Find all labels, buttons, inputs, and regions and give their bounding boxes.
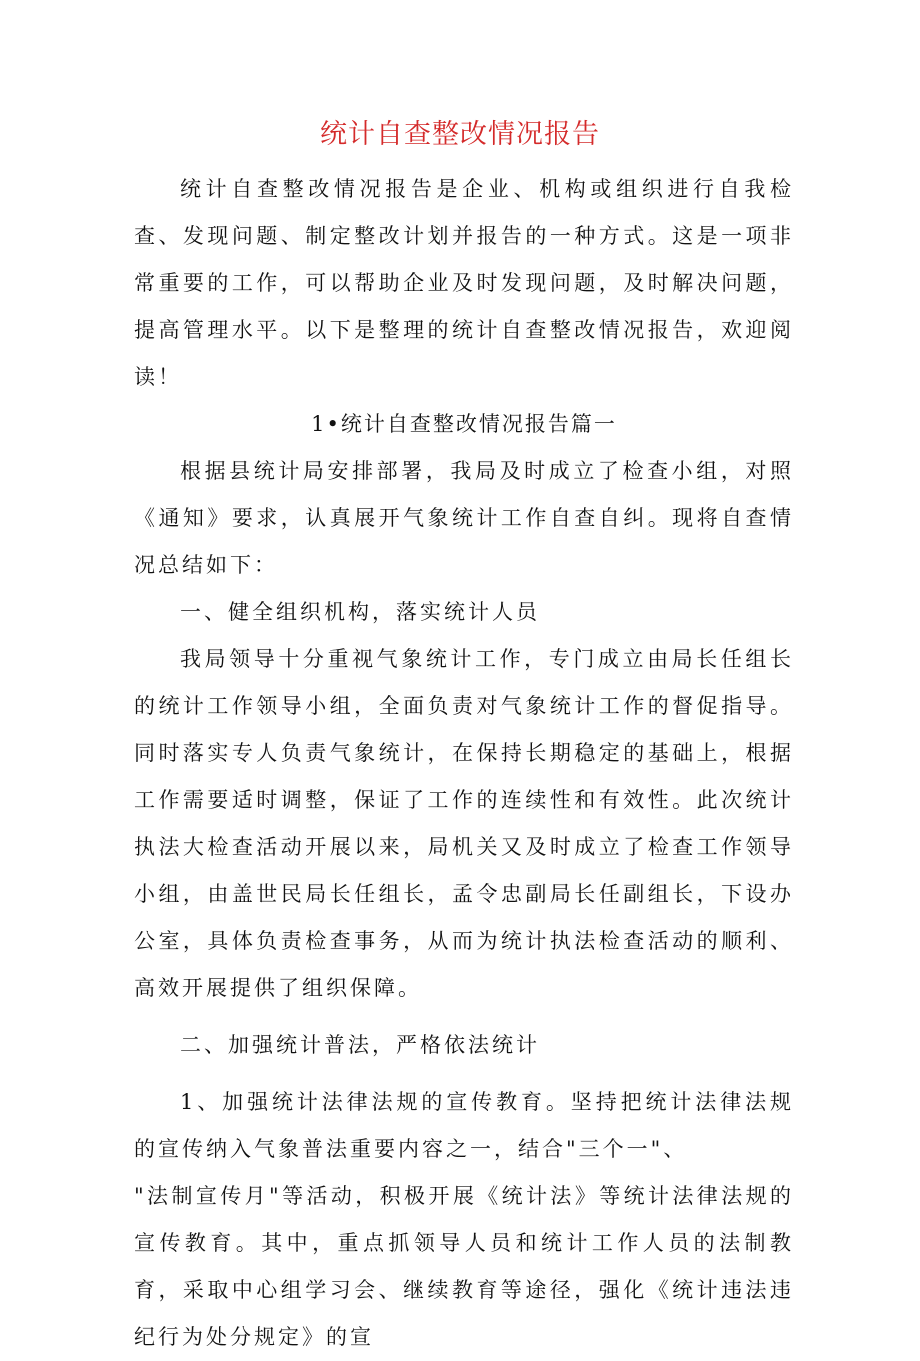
section-title: 1•统计自查整改情况报告篇一 [311,412,617,436]
document-title: 统计自查整改情况报告 [320,119,600,150]
heading-organization: 一、健全组织机构，落实统计人员 [180,600,540,624]
heading-law: 二、加强统计普法，严格依法统计 [180,1033,540,1057]
intro-paragraph: 统计自查整改情况报告是企业、机构或组织进行自我检查、发现问题、制定整改计划并报告的一种方式。这是一项非常重要的工作，可以帮助企业及时发现问题，及时解决问题，提高管理水平。以下是整理的统计自查整改情况报告，欢迎阅读！ [134,177,794,389]
paragraph-organization: 我局领导十分重视气象统计工作，专门成立由局长任组长的统计工作领导小组，全面负责对气象统计工作的督促指导。同时落实专人负责气象统计，在保持长期稳定的基础上，根据工作需要适时调整，保证了工作的连续性和有效性。此次统计执法大检查活动开展以来，局机关又及时成立了检查工作领导小组，由盖世民局长任组长，孟令忠副局长任副组长，下设办公室，具体负责检查事务，从而为统计执法检查活动的顺利、高效开展提供了组织保障。 [134,647,794,1000]
paragraph-arrangement: 根据县统计局安排部署，我局及时成立了检查小组，对照《通知》要求，认真展开气象统计工作自查自纠。现将自查情况总结如下： [134,459,794,577]
paragraph-law-2: "法制宣传月"等活动，积极开展《统计法》等统计法律法规的宣传教育。其中，重点抓领导人员和统计工作人员的法制教育，采取中心组学习会、继续教育等途径，强化《统计违法违纪行为处分规定》的宣 [134,1184,794,1349]
paragraph-law-1: 1、加强统计法律法规的宣传教育。坚持把统计法律法规的宣传纳入气象普法重要内容之一，结合"三个一"、 [134,1090,794,1161]
document-body [134,166,794,1361]
